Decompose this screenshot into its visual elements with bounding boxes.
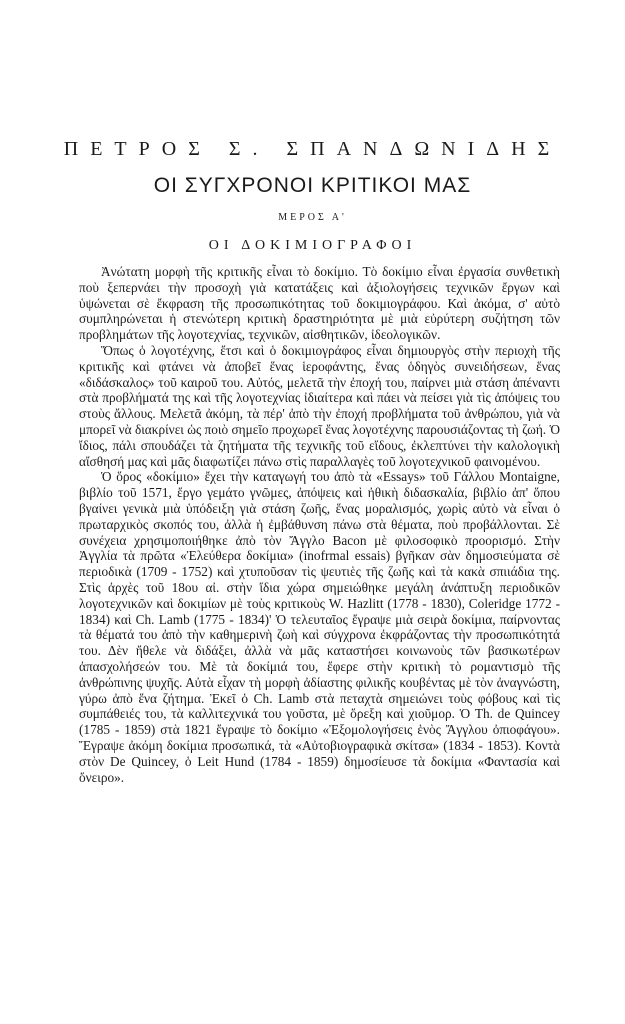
- paragraph: Ὁ ὅρος «δοκίμιο» ἔχει τὴν καταγωγή του ἀπὸ τὰ «Essays» τοῦ Γάλλου Montaigne, βιβλίο τοῦ 1571, ἔργο γεμάτο γνῶμες, ἀπόψεις καὶ ἠθικὴ διδασκαλία, βιβλίο ἀπ' ὅπου βγαίνει γενικὰ μιὰ ὑπόδειξη γιὰ στάση ζωῆς, ἕνας μοραλισμός, χωρὶς αὐτὸ νὰ εἶναι ὁ πρωταρχικὸς σκοπός του, ἀλλὰ ἡ ἐμβάθυνση πάνω στὰ θέματα, ποὺ προβάλλονται. Σὲ συνέχεια χρησιμοποιήθηκε ἀπὸ τὸν Ἄγγλο Bacon μὲ φιλοσοφικὸ προορισμό. Στὴν Ἀγγλία τὰ πρῶτα «Ἐλεύθερα δοκίμια» (inofrmal essais) βγῆκαν σὰν δημοσιεύματα σὲ περιοδικὰ (1709 - 1752) καὶ χτυποῦσαν τὶς ψευτιὲς τῆς ζωῆς καὶ τὰ κακὰ σπιιάδια της. Στὶς ἀρχὲς τοῦ 18ου αἰ. στὴν ἴδια χώρα σημειώθηκε μεγάλη ἀνάπτυξη περιοδικῶν λογοτεχνικῶν καὶ δοκιμίων μὲ τοὺς κριτικοὺς W. Hazlitt (1778 - 1830), Coleridge 1772 - 1834) καὶ Ch. Lamb (1775 - 1834)' Ὁ τελευταῖος ἔγραψε μιὰ σειρὰ δοκίμια, παίρνοντας τὰ θέματά του ἀπὸ τὴν καθημερινὴ ζωὴ καὶ σύγχρονα ἐκφράζοντας τὴν προσωπικότητά του. Δὲν ἤθελε νὰ διδάξει, ἀλλὰ νὰ μᾶς καταστήσει κοινωνοὺς τῶν βασικωτέρων ἀπασχολήσεών του. Μὲ τὰ δοκίμιά του, ἔφερε στὴν κριτικὴ τὸ ρομαντισμὸ τῆς ἀνθρώπινης ψυχῆς. Αὐτὰ εἶχαν τὴ μορφὴ ἀδίαστης φιλικῆς κουβέντας μὲ τὸν ἀναγνώστη, γύρω ἀπὸ ἕνα ζήτημα. Ἐκεῖ ὁ Ch. Lamb στὰ πεταχτὰ σημειώνει τοὺς φόβους καὶ τὶς συμπάθειές του, τὰ καλλιτεχνικά του γοῦστα, μὲ ὄρεξη καὶ χιοῦμορ. Ὁ Th. de Quincey (1785 - 1859) στὰ 1821 ἔγραψε τὸ δοκίμιο «Ἐξομολογήσεις ἑνὸς Ἄγγλου ὀπιοφάγου». Ἔγραψε ἀκόμη δοκίμια προσωπικά, τὰ «Αὐτοβιογραφικὰ σκίτσα» (1834 - 1853). Κοντὰ στὸν De Quincey, ὁ Leit Hund (1784 - 1859) δημοσίευσε τὰ δοκίμια «Φαντασία καὶ ὄνειρο».: [79, 469, 560, 785]
- paragraph: Ἀνώτατη μορφὴ τῆς κριτικῆς εἶναι τὸ δοκίμιο. Τὸ δοκίμιο εἶναι ἐργασία συνθετικὴ ποὺ ξεπερνάει τὴν προσοχὴ γιὰ κατατάξεις καὶ ἀξιολογήσεις τεχνικῶν ἔργων καὶ ὑψώνεται σὲ ἔκφραση τῆς προσωπικότητας τοῦ δοκιμιογράφου. Καὶ ἀκόμα, σ' αὐτὸ συμπληρώνεται ἡ στενώτερη κριτικὴ δραστηριότητα μὲ μιὰ εὐρύτερη συζήτηση τῶν προβλημάτων τῆς λογοτεχνίας, τεχνικῶν, αἰσθητικῶν, ἰδεολογικῶν.: [79, 264, 560, 343]
- part-label: ΜΕΡΟΣ Α': [278, 212, 347, 223]
- article-title: ΟΙ ΣΥΓΧΡΟΝΟΙ ΚΡΙΤΙΚΟΙ ΜΑΣ: [153, 174, 472, 197]
- author-name: ΠΕΤΡΟΣ Σ. ΣΠΑΝΔΩΝΙΔΗΣ: [63, 138, 562, 160]
- paragraph: Ὅπως ὁ λογοτέχνης, ἔτσι καὶ ὁ δοκιμιογράφος εἶναι δημιουργὸς στὴν περιοχὴ τῆς κριτικῆς καὶ φτάνει νὰ ἀποβεῖ ἕνας ἱεροφάντης, ἕνας ὁδηγὸς συνειδήσεων, ἕνας «διδάσκαλος» τοῦ καιροῦ του. Αὐτός, μελετᾶ τὴν ἐποχή του, παίρνει μιὰ στάση ἀπέναντι στὰ προβλήματά της καὶ τῆς λογοτεχνίας ἰδιαίτερα καὶ πάει νὰ πείσει γιὰ τὶς ἀπόψεις του στοὺς ἄλλους. Μελετᾶ ἀκόμη, τὰ πέρ' ἀπὸ τὴν ἐποχή προβλήματα τοῦ ἀνθρώπου, γιὰ νὰ μπορεῖ νὰ διακρίνει ὡς ποιὸ σημεῖο προχωρεῖ ἕνας λογοτέχνης παρουσιάζοντας τὴ ζωή. Ὁ ἴδιος, πάλι σπουδάζει τὰ ζητήματα τῆς τεχνικῆς τοῦ εἴδους, ἐκλεπτύνει τὴν καλολογικὴ αἴσθησή μας καὶ μᾶς διαφωτίζει πάνω στὶς παραλλαγὲς τοῦ λογοτεχνικοῦ φαινομένου.: [79, 342, 560, 469]
- article-body: [79, 264, 560, 785]
- section-heading: ΟΙ ΔΟΚΙΜΙΟΓΡΑΦΟΙ: [208, 238, 417, 253]
